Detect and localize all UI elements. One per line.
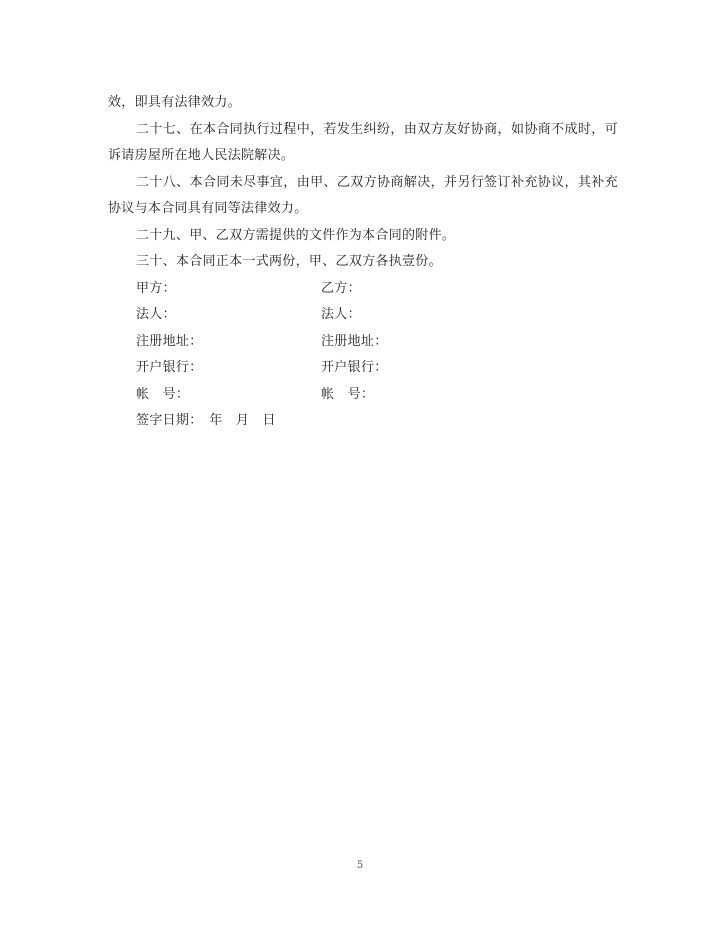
paragraph-continuation: 效，即具有法律效力。: [108, 95, 242, 110]
page-number: 5: [356, 860, 364, 871]
clause-28: 二十八、本合同未尽事宜，由甲、乙双方协商解决，并另行签订补充协议，其补充协议与本合同具有同等法律效力。: [108, 174, 618, 216]
clause-29: 二十九、甲、乙双方需提供的文件作为本合同的附件。: [136, 227, 456, 243]
signature-row-bank: [108, 355, 618, 382]
contract-body: [108, 90, 618, 435]
party-b-account: 帐 号：: [321, 386, 375, 402]
signature-row-address: [108, 329, 618, 356]
signature-row-party: [108, 276, 618, 303]
clause-30: 三十、本合同正本一式两份，甲、乙双方各执壹份。: [136, 254, 442, 269]
signing-date: 签字日期： 年 月 日: [136, 413, 276, 428]
party-a-address: 注册地址：: [136, 333, 203, 349]
party-a-legal-person: 法人：: [136, 307, 176, 322]
party-b-label: 乙方：: [321, 280, 361, 296]
party-b-legal-person: 法人：: [321, 307, 361, 322]
signature-row-account: [108, 382, 618, 409]
party-b-bank: 开户银行：: [321, 360, 388, 375]
signature-row-legal-person: [108, 302, 618, 329]
party-a-label: 甲方：: [136, 280, 176, 296]
signature-block: [108, 276, 618, 435]
party-a-bank: 开户银行：: [136, 360, 203, 375]
party-a-account: 帐 号：: [136, 386, 190, 402]
clause-27: 二十七、在本合同执行过程中，若发生纠纷，由双方友好协商，如协商不成时，可诉请房屋所在地人民法院解决。: [108, 121, 618, 163]
party-b-address: 注册地址：: [321, 333, 388, 349]
